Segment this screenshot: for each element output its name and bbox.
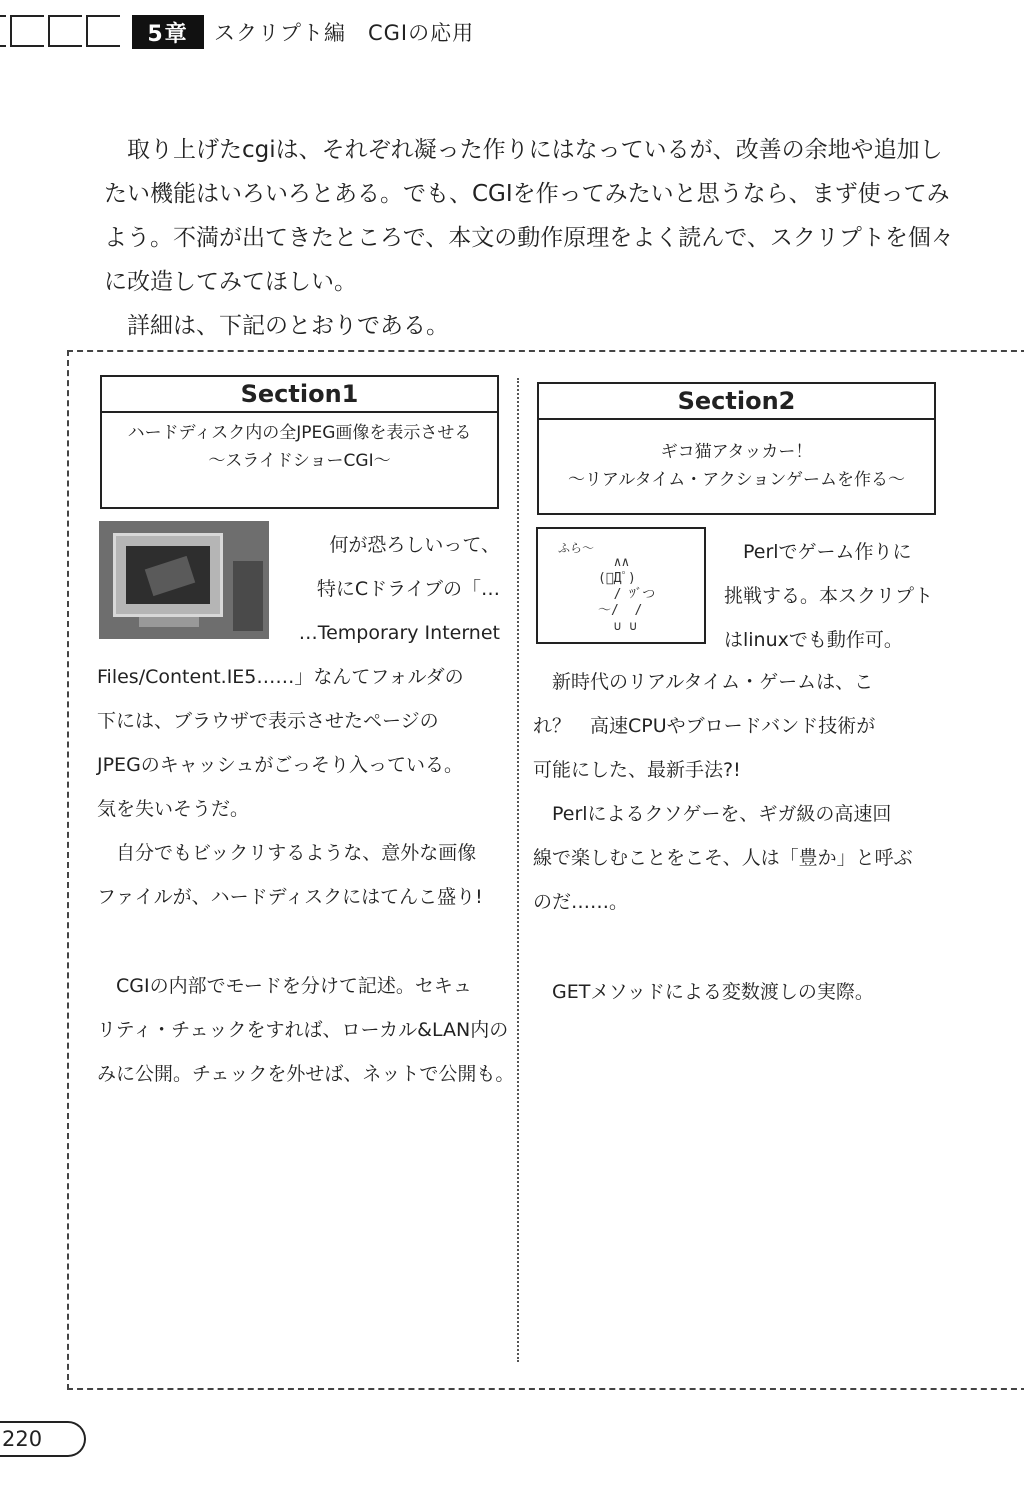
running-header (0, 14, 600, 50)
text-line: CGIの内部でモードを分けて記述。セキュ (116, 975, 472, 997)
section2-wrap-text (724, 530, 936, 662)
text-line: ファイルが、ハードディスクにはてんこ盛り! (97, 886, 483, 908)
section1-subtitle (102, 413, 497, 475)
text-line: Perlでゲーム作りに (743, 541, 912, 563)
slideshow-photo (99, 521, 269, 639)
intro-paragraph: 詳細は、下記のとおりである。 (127, 313, 449, 339)
monitor-stand (139, 617, 199, 627)
text-line: はlinuxでも動作可。 (724, 629, 903, 651)
text-line: のだ……。 (533, 891, 629, 913)
intro-text (104, 128, 954, 348)
text-line: Files/Content.IE5……」なんてフォルダの (97, 666, 464, 688)
section1-note (97, 964, 515, 1096)
page-number: 220 (0, 1421, 86, 1457)
text-line: みに公開。チェックを外せば、ネットで公開も。 (97, 1063, 515, 1085)
text-line: 気を失いそうだ。 (97, 798, 250, 820)
section1-box (100, 375, 499, 509)
section2-subtitle-line: ～リアルタイム・アクションゲームを作る～ (567, 470, 906, 490)
header-box (10, 15, 44, 47)
text-line: JPEGのキャッシュがごっそり入っている。 (97, 754, 464, 776)
text-line: 新時代のリアルタイム・ゲームは、こ (552, 671, 874, 693)
text-line: GETメソッドによる変数渡しの実際。 (552, 981, 874, 1003)
section1-subtitle-line: ハードディスク内の全JPEG画像を表示させる (127, 423, 472, 443)
photo-shadow (233, 561, 263, 631)
text-line: 挑戦する。本スクリプト (724, 585, 934, 607)
text-line: 可能にした、最新手法?! (533, 759, 741, 781)
column-divider (517, 378, 519, 1362)
giko-cat-illustration (536, 527, 706, 644)
text-line: 下には、ブラウザで表示させたページの (97, 710, 439, 732)
header-box (0, 15, 6, 47)
section1-subtitle-line: ～スライドショーCGI～ (208, 451, 391, 471)
section1-heading: Section1 (102, 377, 497, 413)
section1-body-text (97, 655, 499, 919)
section2-heading: Section2 (539, 384, 934, 420)
header-box (48, 15, 82, 47)
text-line: …Temporary Internet (298, 622, 500, 644)
text-line: 何が恐ろしいって、 (329, 534, 500, 556)
text-line: 線で楽しむことをこそ、人は「豊か」と呼ぶ (533, 847, 913, 869)
section2-box (537, 382, 936, 515)
screen-shine (145, 556, 195, 596)
text-line: 特にCドライブの「… (316, 578, 500, 600)
header-decoration (0, 15, 124, 49)
section2-subtitle (539, 420, 934, 494)
section2-subtitle-line: ギコ猫アタッカー！ (660, 442, 813, 462)
game-label: ふら～ (558, 541, 595, 555)
header-box (86, 15, 120, 47)
monitor-shape (113, 533, 223, 617)
text-line: Perlによるクソゲーを、ギガ級の高速回 (552, 803, 892, 825)
intro-paragraph: 取り上げたcgiは、それぞれ凝った作りにはなっているが、改善の余地や追加したい機能はいろいろとある。でも、CGIを作ってみたいと思うなら、まず使ってみよう。不満が出てきたところで、本文の動作原理をよく読んで、スクリプトを個々に改造してみてほしい。 (104, 137, 954, 295)
chapter-badge: 5章 (132, 15, 204, 49)
section2-note (552, 970, 937, 1014)
section2-body-text (533, 660, 937, 924)
chapter-title: スクリプト編 CGIの応用 (214, 21, 475, 45)
text-line: 自分でもビックリするような、意外な画像 (116, 842, 477, 864)
monitor-screen (126, 546, 210, 604)
text-line: れ？ 高速CPUやブロードバンド技術が (533, 715, 876, 737)
section1-wrap-text (288, 523, 500, 655)
text-line: リティ・チェックをすれば、ローカル&LAN内の (97, 1019, 509, 1041)
game-ascii-art: ∧∧ (ﾟДﾟ) / ﾂﾞつ ～/ / ∪ ∪ (598, 555, 656, 634)
